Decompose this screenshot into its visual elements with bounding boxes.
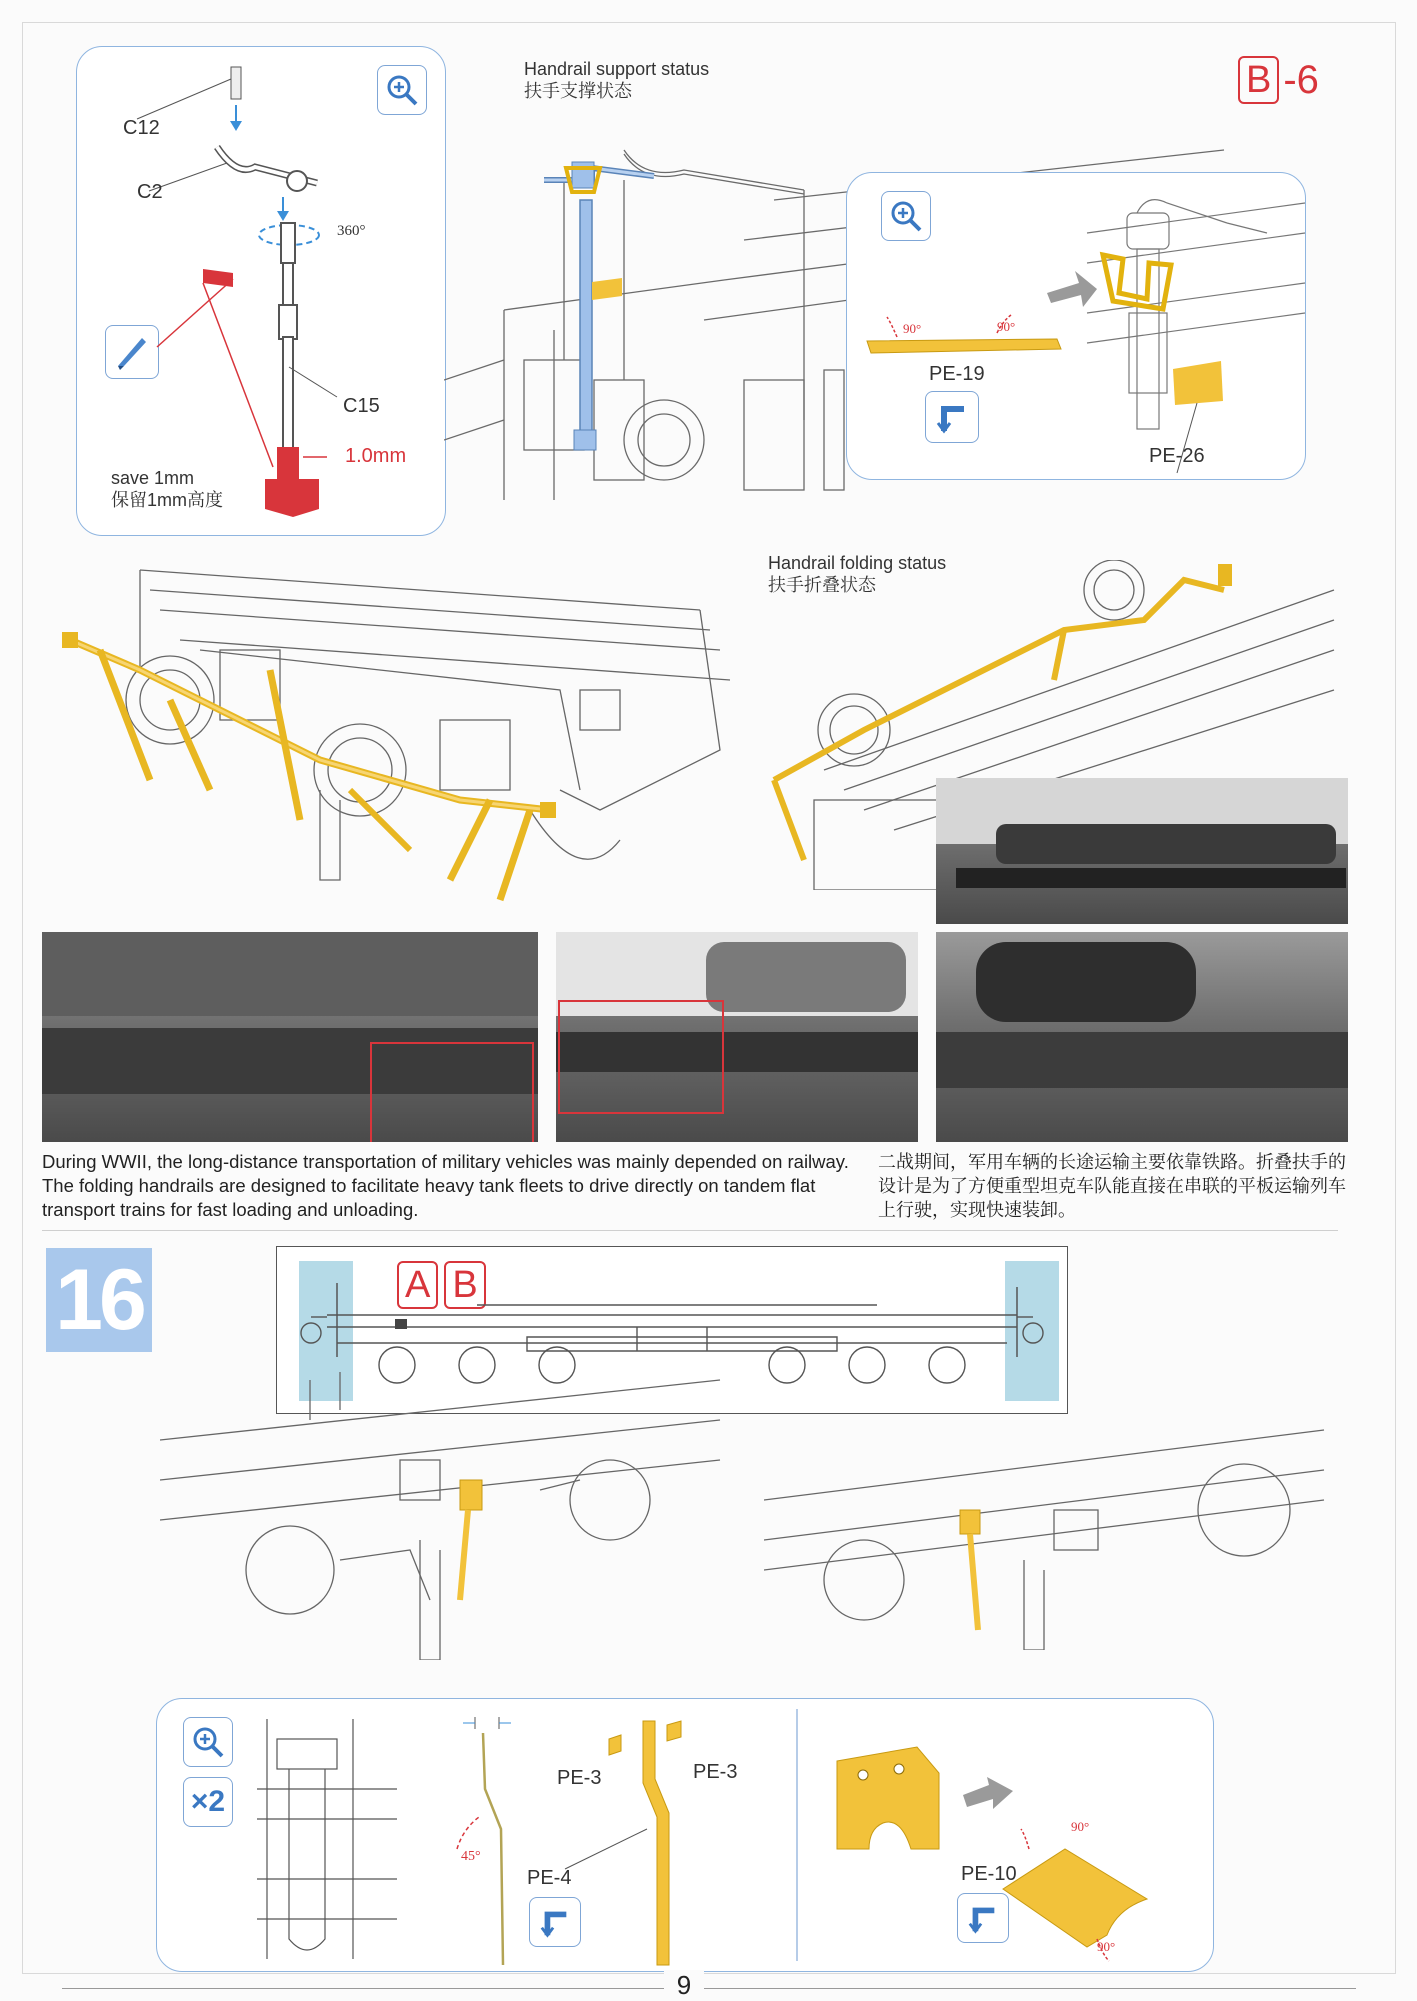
- part-label-pe4: PE-4: [527, 1867, 572, 1889]
- caption-english: During WWII, the long-distance transportation of military vehicles was mainly depended on railway. The folding handrails are designed to facilitate heavy tank fleets to drive directly on tandem flat transport trains for fast loading and unloading.: [42, 1151, 849, 1220]
- page-number-rule: [62, 1988, 1356, 1989]
- view-label-b: B: [444, 1261, 485, 1309]
- wagon-end-b-drawing: [764, 1360, 1344, 1650]
- bend-icon: [957, 1893, 1009, 1943]
- multiplier-label: ×2: [190, 1785, 226, 1818]
- wagon-end-a-drawing: [160, 1360, 760, 1660]
- detail-panel-handrail-post: [76, 46, 446, 536]
- support-status-title-en: Handrail support status: [524, 59, 710, 79]
- part-label-c15: C15: [343, 395, 380, 417]
- bend-icon: [529, 1897, 581, 1947]
- part-label-c2: C2: [137, 181, 163, 203]
- photo-tracks-wagon: [936, 932, 1348, 1142]
- step-code-suffix: -6: [1283, 57, 1319, 102]
- angle-label-left: 90°: [903, 321, 922, 336]
- caption-divider: [42, 1230, 1338, 1231]
- folding-status-title-en: Handrail folding status: [768, 553, 947, 573]
- detail-panel-bracket: [846, 172, 1306, 480]
- angle-label-45: 45°: [461, 1849, 481, 1864]
- part-label-c12: C12: [123, 117, 160, 139]
- note-save-en: save 1mm: [111, 468, 195, 488]
- step-code: [1238, 56, 1319, 104]
- part-label-pe26: PE-26: [1149, 445, 1205, 467]
- part-label-pe10: PE-10: [961, 1863, 1017, 1885]
- photo-tank-train: [936, 778, 1348, 924]
- angle-label-right: 90°: [997, 319, 1016, 334]
- photo-tiger-on-wagon: [556, 932, 918, 1142]
- caption-chinese: 二战期间，军用车辆的长途运输主要依靠铁路。折叠扶手的设计是为了方便重型坦克车队能直接在串联的平板运输列车上行驶，实现快速装卸。: [878, 1152, 1346, 1220]
- angle-label-bottom: 90°: [1097, 1939, 1116, 1954]
- photo-soldiers-wagon: [42, 932, 538, 1142]
- support-status-title-zh: 扶手支撑状态: [524, 81, 632, 101]
- folding-status-title-zh: 扶手折叠状态: [768, 575, 876, 595]
- angle-label-top: 90°: [1071, 1819, 1090, 1834]
- part-label-pe3-right: PE-3: [693, 1761, 738, 1783]
- step-number: 16: [46, 1248, 152, 1352]
- wagon-end-left-drawing: [60, 550, 760, 910]
- rotation-label: 360°: [337, 223, 366, 239]
- measure-label: 1.0mm: [345, 445, 407, 467]
- detail-panel-step16: [156, 1698, 1214, 1972]
- page-number: 9: [664, 1970, 704, 2001]
- step-code-letter: B: [1238, 56, 1279, 104]
- part-label-pe19: PE-19: [929, 363, 985, 385]
- part-label-pe3-left: PE-3: [557, 1767, 602, 1789]
- view-label-a: A: [397, 1261, 438, 1309]
- note-save-zh: 保留1mm高度: [111, 490, 223, 510]
